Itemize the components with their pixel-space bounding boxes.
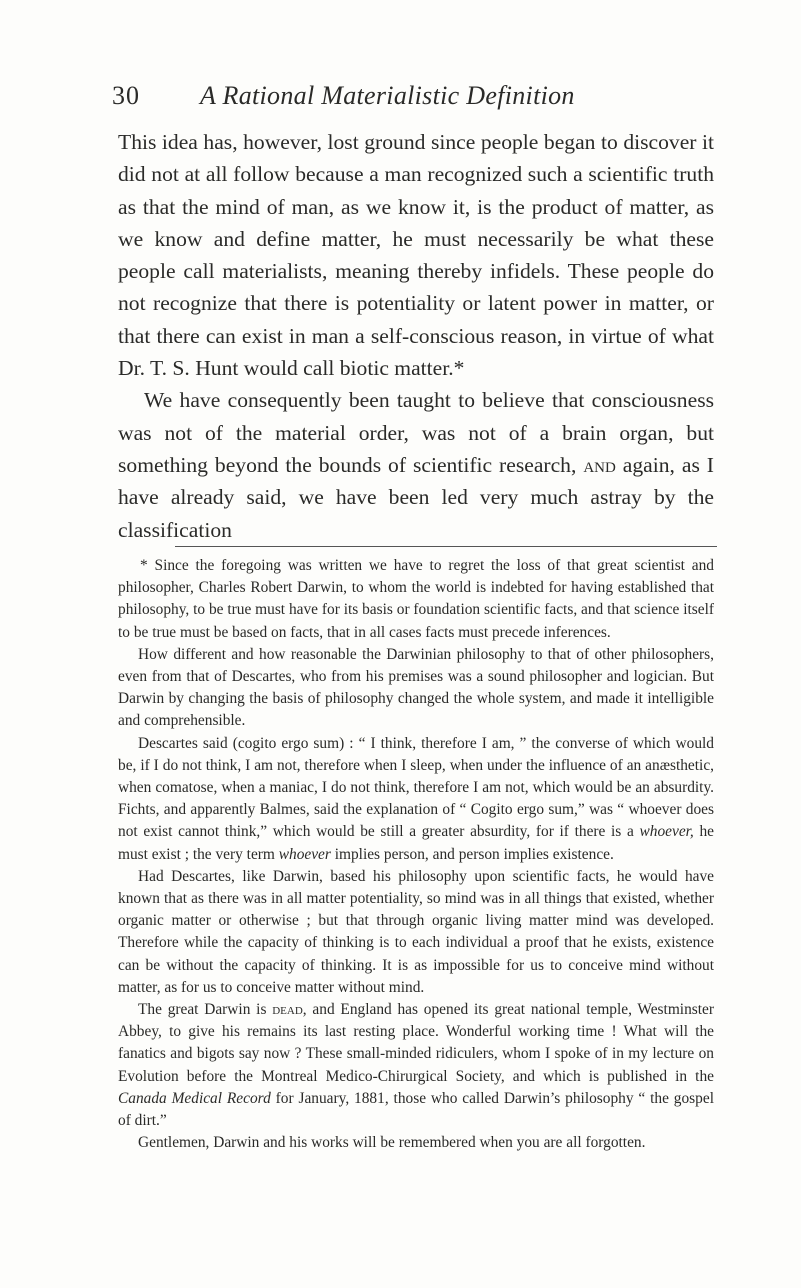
text-run: he must exist ; the very term	[118, 823, 714, 863]
italic-word: whoever	[278, 845, 331, 863]
text-run: again, as I have already said, we have been led very much astray by the classification	[118, 452, 714, 542]
footnote-divider	[175, 546, 717, 547]
paragraph: This idea has, however, lost ground since people began to discover it did not at all follow because a man recognized such a scientific truth as that the mind of man, as we know it, is the product of matter, as we know and define matter, he must necessarily be what these people call materialists, meaning thereby infidels. These people do not recognize that there is potentiality or latent power in matter, or that there can exist in man a self-conscious reason, in virtue of what Dr. T. S. Hunt would call biotic matter.*	[118, 130, 714, 381]
footnote	[118, 555, 714, 1154]
journal-title: Canada Medical Record	[118, 1089, 271, 1107]
footnote-paragraph: Gentlemen, Darwin and his works will be remembered when you are all forgotten.	[138, 1134, 646, 1152]
main-text	[118, 126, 714, 546]
footnote-paragraph: * Since the foregoing was written we have to regret the loss of that great scientist and philosopher, Charles Robert Darwin, to whom the world is indebted for having established that philosophy, to be true must have for its basis or foundation scientific facts, and that science itself to be true must be based on facts, that in all cases facts must precede inferences.	[118, 557, 714, 641]
small-caps-word: dead,	[272, 1001, 307, 1019]
small-caps-word: and	[583, 452, 616, 477]
text-run: The great Darwin is	[138, 1001, 267, 1019]
paragraph	[118, 384, 714, 545]
footnote-paragraph: How different and how reasonable the Darwinian philosophy to that of other philosophers, even from that of Descartes, who from his premises was a sound philosopher and logician. But Darwin by changing the basis of philosophy changed the whole system, and made it intelligible and comprehensible.	[118, 645, 714, 730]
text-run: for January, 1881, those who called Darwin’s philosophy “ the gospel of dirt.”	[118, 1089, 714, 1130]
text-run: and England has opened its great national temple, Westminster Abbey, to give his remains its last resting place. Wonderful working time ! What will the fanatics and bigots say now ? These small-minded ridiculers, whom I spoke of in my lecture on Evolution before the Montreal Medico-Chirurgical Society, and which is published in the	[118, 1001, 714, 1085]
footnote-paragraph	[118, 999, 714, 1132]
text-run: We have consequently been taught to believe that consciousness was not of the material order, was not of a brain organ, but something beyond the bounds of scientific research,	[118, 388, 714, 477]
running-title: A Rational Materialistic Definition	[200, 81, 575, 110]
italic-word: whoever,	[639, 823, 694, 841]
text-run: implies person, and person implies existence.	[334, 845, 614, 863]
text-run: Descartes said (cogito ergo sum) : “ I think, therefore I am, ” the converse of which would be, if I do not think, I am not, therefore when I sleep, when under the influence of an anæsthetic, when comatose, when a maniac, I do not think, therefore I am not, which would be an absurdity. Fichts, and apparently Balmes, said the explanation of “ Cogito ergo sum,” was “ whoever does not exist cannot think,” which would be still a greater absurdity, for if there is a	[118, 734, 714, 841]
footnote-paragraph: Had Descartes, like Darwin, based his philosophy upon scientific facts, he would have known that as there was in all matter potentiality, so mind was in all things that existed, whether organic matter or otherwise ; but that through organic living matter mind was developed. Therefore while the capacity of thinking is to each individual a proof that he exists, existence can be without the capacity of thinking. It is as impossible for us to conceive mind without matter, as for us to conceive matter without mind.	[118, 867, 714, 996]
page-number: 30	[112, 81, 140, 110]
footnote-paragraph	[118, 733, 714, 866]
